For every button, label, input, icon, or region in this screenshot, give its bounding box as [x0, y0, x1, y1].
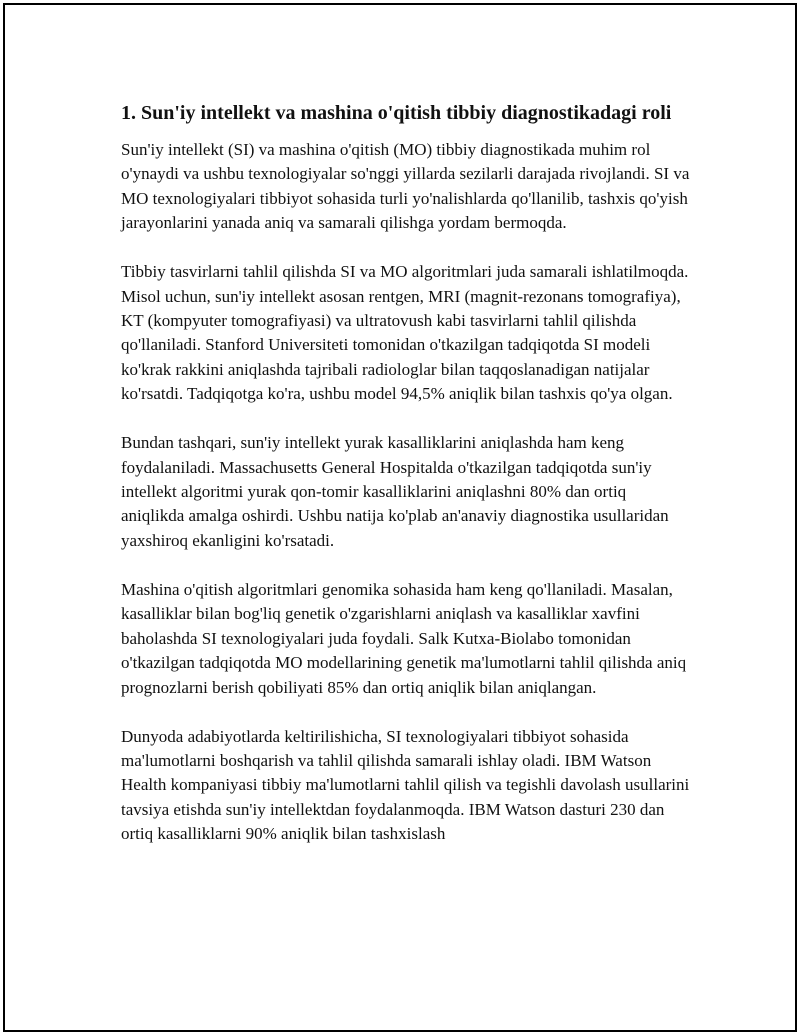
- paragraph-data-management: Dunyoda adabiyotlarda keltirilishicha, SI texnologiyalari tibbiyot sohasida ma'lumotlarni boshqarish va tahlil qilishda samarali ishlay oladi. IBM Watson Health kompaniyasi tibbiy ma'lumotlarni tahlil qilish va tegishli davolash usullarini tavsiya etishda sun'iy intellektdan foydalanmoqda. IBM Watson dasturi 230 dan ortiq kasalliklarni 90% aniqlik bilan tashxislash: [121, 726, 690, 844]
- paragraph-heart-disease: Bundan tashqari, sun'iy intellekt yurak kasalliklarini aniqlashda ham keng foydalaniladi. Massachusetts General Hospitalda o'tkazilgan tadqiqotda sun'iy intellekt algoritmi yurak qon-tomir kasalliklarini aniqlashni 80% dan ortiq aniqlikda amalga oshirdi. Ushbu natija ko'plab an'anaviy diagnostika usullaridan yaxshiroq ekanligini ko'rsatadi.: [121, 433, 669, 550]
- document-body: [121, 99, 691, 847]
- paragraph-intro: Sun'iy intellekt (SI) va mashina o'qitish (MO) tibbiy diagnostikada muhim rol o'ynaydi va ushbu texnologiyalar so'nggi yillarda sezilarli darajada rivojlandi. SI va MO texnologiyalari tibbiyot sohasida turli yo'nalishlarda qo'llanilib, tashxis qo'yish jarayonlarini yanada aniq va samarali qilishga yordam bermoqda.: [121, 140, 690, 233]
- section-heading: 1. Sun'iy intellekt va mashina o'qitish tibbiy diagnostikadagi roli: [121, 102, 672, 124]
- paragraph-genomics: Mashina o'qitish algoritmlari genomika sohasida ham keng qo'llaniladi. Masalan, kasalliklar bilan bog'liq genetik o'zgarishlarni aniqlash va kasalliklar xavfini baholashda SI texnologiyalari juda foydali. Salk Kutxa-Biolabo tomonidan o'tkazilgan tadqiqotda MO modellarining genetik ma'lumotlarni tahlil qilishda aniq prognozlarni berish qobiliyati 85% dan ortiq aniqlik bilan aniqlangan.: [121, 579, 687, 697]
- document-page: [3, 3, 797, 1032]
- paragraph-medical-imaging: Tibbiy tasvirlarni tahlil qilishda SI va MO algoritmlari juda samarali ishlatilmoqda. Misol uchun, sun'iy intellekt asosan rentgen, MRI (magnit-rezonans tomografiya), KT (kompyuter tomografiyasi) va ultratovush kabi tasvirlarni tahlil qilishda qo'llaniladi. Stanford Universiteti tomonidan o'tkazilgan tadqiqotda SI modeli ko'krak rakkini aniqlashda tajribali radiologlar bilan taqqoslanadigan natijalar ko'rsatdi. Tadqiqotga ko'ra, ushbu model 94,5% aniqlik bilan tashxis qo'ya olgan.: [121, 262, 689, 404]
